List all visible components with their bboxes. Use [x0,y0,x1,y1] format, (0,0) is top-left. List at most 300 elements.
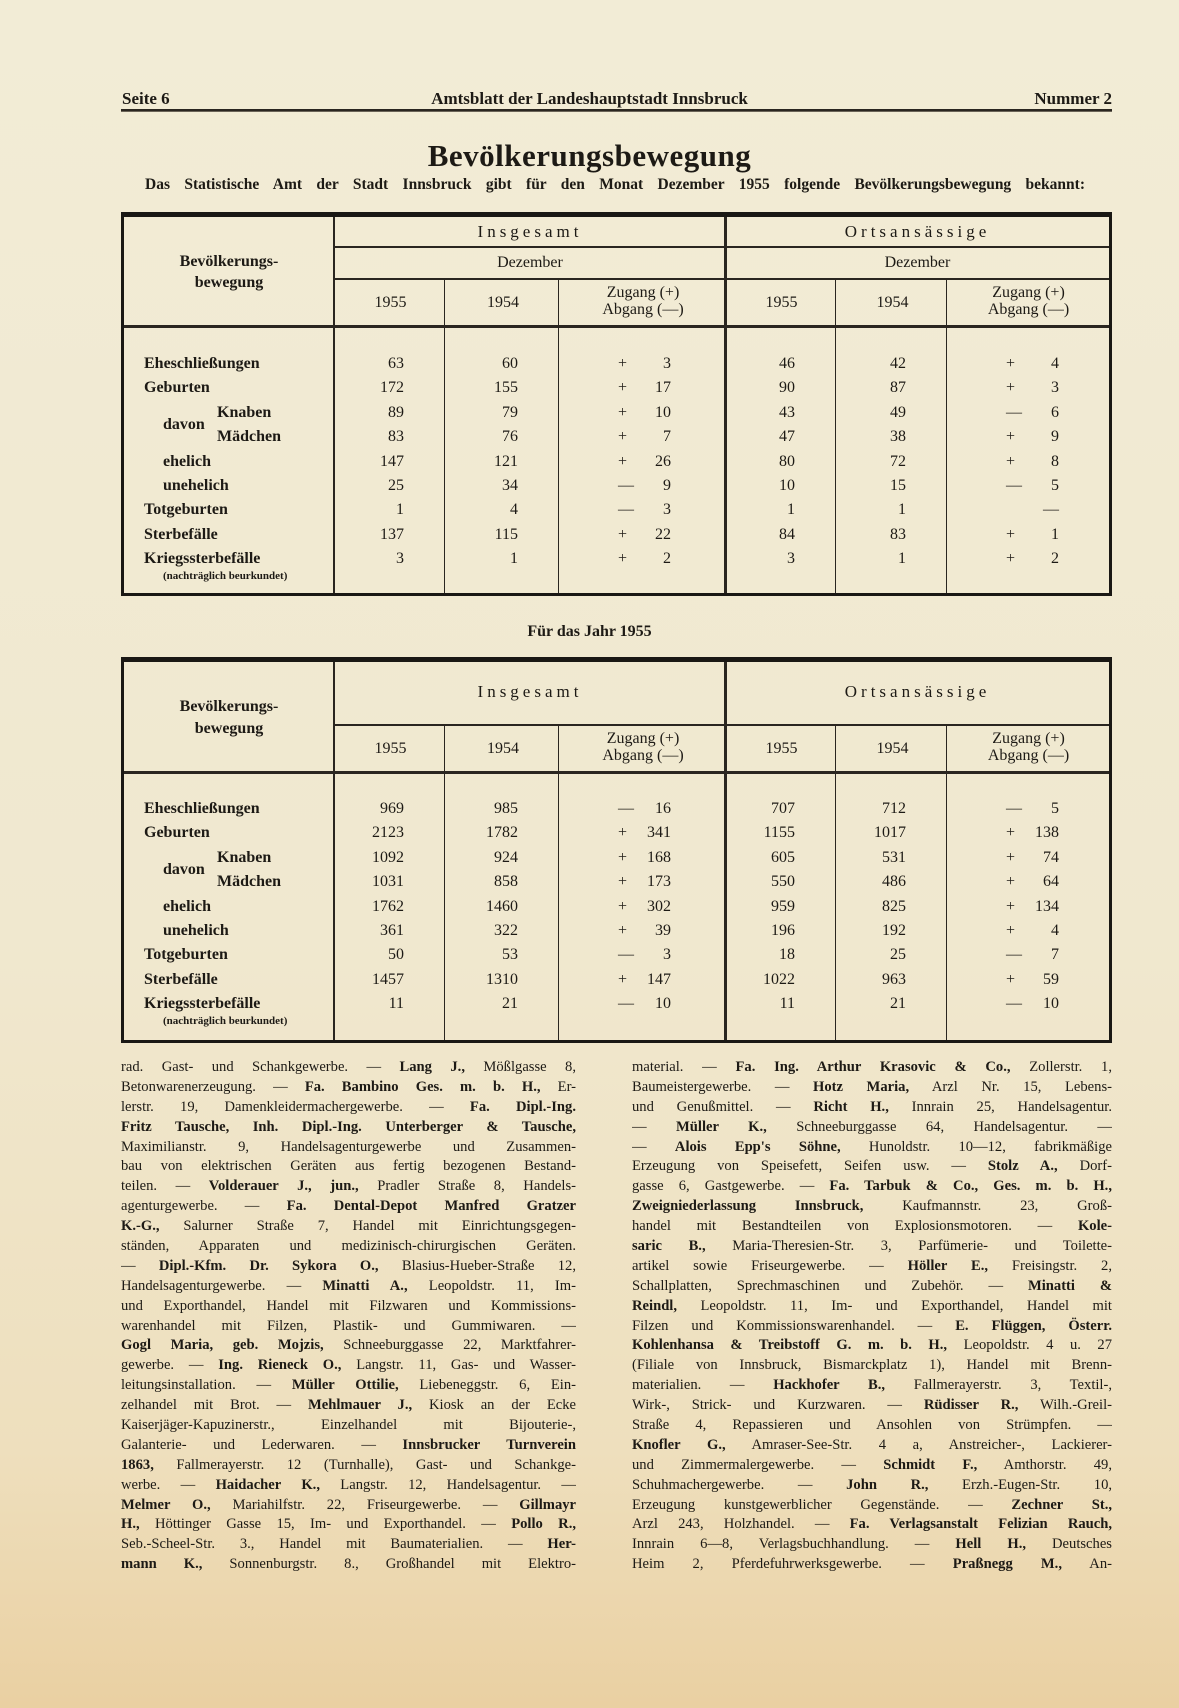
table-row [124,798,1109,820]
change-value: 7 [663,428,671,446]
text-line: Arzl 243, Holzhandel. — Fa. Verlagsanstalt Felizian Rauch, [632,1516,1112,1533]
text-line: warenhandel mit Filzen, Plastik- und Gummiwaren. — [121,1317,576,1334]
value-cell: 147 [380,452,404,470]
business-name: Innsbrucker Turnverein [402,1436,576,1453]
change-value: 3 [663,946,671,964]
value-cell: 1092 [372,848,404,866]
change-sign: + [1006,379,1016,397]
value-cell: 712 [882,800,906,817]
year-1955-header: 1955 [765,294,798,311]
value-cell: 4 [510,501,518,519]
row-header-line2: bewegung [194,274,264,291]
value-cell: 1017 [874,824,906,842]
table-row [124,822,1109,844]
change-sign: + [1006,355,1016,372]
change-value: 2 [663,550,671,568]
text-line: Knofler G., Amraser-See-Str. 4 a, Anstreicher-, Lackierer- [632,1436,1112,1453]
divider [335,246,1109,248]
header-rule [121,109,1112,112]
value-cell: 79 [502,403,518,421]
change-sign: — [618,800,634,817]
business-name: Melmer O., [121,1496,211,1513]
business-name: Zweigniederlassung Innsbruck, [632,1198,864,1215]
row-label: Totgeburten [144,501,228,519]
value-cell: 80 [779,452,795,470]
change-sign: + [1006,525,1016,543]
year-1954-header: 1954 [487,740,519,757]
change-value: 4 [1051,922,1059,939]
value-cell: 18 [779,946,795,964]
text-line: — Alois Epp's Söhne, Hunoldstr. 10—12, fabrikmäßige [632,1138,1112,1155]
row-label: Mädchen [217,428,281,446]
business-name: Mehlmauer J., [307,1397,413,1414]
change-value: 3 [1051,379,1059,397]
business-name: Stolz A., [987,1158,1058,1175]
change-header-plus: Zugang (+) [992,730,1065,747]
change-sign: + [618,403,628,421]
change-value: 302 [647,897,671,915]
text-line: Reindl, Leopoldstr. 11, Im- und Exporthandel, Handel mit [632,1297,1112,1314]
table-row [124,377,1109,399]
change-value: 147 [647,970,671,988]
change-value: 39 [655,922,671,939]
business-name: Fa. Dipl.-Ing. [469,1098,576,1115]
value-cell: 25 [890,946,906,964]
change-value: 64 [1043,873,1059,891]
group-total-header: Insgesamt [477,222,583,241]
business-name: Her- [547,1536,576,1553]
text-line: — Müller K., Schneeburggasse 64, Handelsagentur. — [632,1118,1112,1135]
intro-text: Das Statistische Amt der Stadt Innsbruck gibt für den Monat Dezember 1955 folgende Bevölkerungsbewegung bekannt: [145,176,1085,193]
business-name: Zechner St., [1011,1496,1112,1513]
text-line: Erzeugung kunstgewerblicher Gegenstände. — Zechner St., [632,1496,1112,1513]
table-row [124,944,1109,966]
text-line: Erzeugung von Speisefett, Seifen usw. — Stolz A., Dorf- [632,1158,1112,1175]
change-value: 9 [1051,428,1059,446]
business-name: Volderauer J., jun., [208,1178,359,1195]
divider [124,325,1109,328]
value-cell: 43 [779,403,795,421]
change-value: 2 [1051,550,1059,568]
row-label: Sterbefälle [144,970,218,988]
change-sign: — [618,501,634,519]
divider [335,724,1109,726]
text-line: werbe. — Haidacher K., Langstr. 12, Handelsagentur. — [121,1476,576,1493]
business-name: Minatti A., [322,1277,408,1294]
table-row [124,548,1109,583]
value-cell: 172 [380,379,404,397]
change-value: 10 [655,403,671,421]
value-cell: 550 [771,873,795,891]
text-line: Baumeistergewerbe. — Hotz Maria, Arzl Nr. 15, Lebens- [632,1078,1112,1095]
text-line: und Exporthandel, Handel mit Filzwaren und Kommissions- [121,1297,576,1314]
table-row [124,871,1109,893]
value-cell: 72 [890,452,906,470]
table-row [124,402,1109,433]
value-cell: 115 [494,525,518,543]
change-sign: — [1006,995,1022,1013]
change-value: 59 [1043,970,1059,988]
table-row [124,847,1109,878]
change-value: 9 [663,477,671,494]
value-cell: 21 [502,995,518,1013]
change-sign: + [618,525,628,543]
business-name: Fa. Dental-Depot Manfred Gratzer [286,1198,576,1215]
year-1954-header: 1954 [876,740,909,757]
value-cell: 1460 [486,897,518,915]
value-cell: 38 [890,428,906,446]
change-header-minus: Abgang (—) [602,301,684,318]
change-sign: + [1006,873,1016,891]
text-line: Filzen und Kommissionswarenhandel. — E. Flüggen, Österr. [632,1317,1112,1334]
text-line: gasse 6, Gastgewerbe. — Fa. Tarbuk & Co., Ges. m. b. H., [632,1178,1112,1195]
issue-number: Nummer 2 [1034,89,1112,108]
value-cell: 49 [890,403,906,421]
table-row [124,896,1109,918]
change-header-plus: Zugang (+) [992,284,1065,301]
row-header-line2: bewegung [194,720,264,737]
value-cell: 1310 [486,970,518,988]
business-name: E. Flüggen, Österr. [955,1317,1112,1334]
value-cell: 192 [882,922,906,939]
change-value: 5 [1051,477,1059,494]
divider [335,278,1109,280]
row-label: Geburten [144,824,210,842]
value-cell: 25 [388,477,404,494]
business-name: Gillmayr [519,1496,576,1513]
value-cell: 46 [779,355,795,372]
table-row [124,451,1109,473]
text-line [121,1118,576,1138]
text-line: ständen, Apparaten und medizinisch-chirurgischen Geräten. [121,1238,576,1255]
text-line: Seb.-Scheel-Str. 3., Handel mit Baumaterialien. — Her- [121,1536,576,1553]
text-line: Zweigniederlassung Innsbruck, Kaufmannstr. 23, Groß- [632,1198,1112,1215]
change-value: 8 [1051,452,1059,470]
row-label: Knaben [217,848,272,866]
change-sign: + [1006,922,1016,939]
business-name: Fa. Ing. Arthur Krasovic & Co., [735,1059,1011,1075]
change-sign: + [618,550,628,568]
value-cell: 1 [510,550,518,568]
text-line: und Zimmermalergewerbe. — Schmidt F., Amthorstr. 49, [632,1456,1112,1473]
text-line: Wirk-, Strick- und Kurzwaren. — Rüdisser R., Wilh.-Greil- [632,1397,1112,1414]
value-cell: 1782 [486,824,518,842]
value-cell: 10 [779,477,795,494]
business-name: Knofler G., [632,1436,726,1453]
change-sign: + [618,873,628,891]
business-name: Lang J., [399,1059,465,1075]
value-cell: 3 [396,550,404,568]
value-cell: 825 [882,897,906,915]
text-line: Handelsagenturgewerbe. — Minatti A., Leopoldstr. 11, Im- [121,1277,576,1294]
value-cell: 11 [388,995,404,1013]
business-name: Ing. Rieneck O., [218,1357,342,1374]
value-cell: 707 [771,800,795,817]
change-value: 3 [663,355,671,372]
text-line: 1863, Fallmerayerstr. 12 (Turnhalle), Gast- und Schankge- [121,1456,576,1473]
text-line: lerstr. 19, Damenkleidermachergewerbe. — Fa. Dipl.-Ing. [121,1098,576,1115]
table-row [124,353,1109,375]
value-cell: 1 [898,501,906,519]
value-cell: 60 [502,355,518,372]
change-value: 7 [1051,946,1059,964]
change-header-minus: Abgang (—) [987,301,1070,318]
change-value: 17 [655,379,671,397]
value-cell: 83 [388,428,404,446]
business-name: Hell H., [955,1536,1026,1553]
value-cell: 53 [502,946,518,964]
change-value: 168 [647,848,671,866]
row-label: Kriegssterbefälle [144,550,261,568]
row-header-line1: Bevölkerungs- [179,698,279,715]
change-value: 22 [655,525,671,543]
text-line: mann K., Sonnenburgstr. 8., Großhandel mit Elektro- [121,1556,576,1573]
row-label: Eheschließungen [144,355,260,372]
year-1954-header: 1954 [876,294,909,311]
table-row [124,920,1109,942]
change-value: 10 [1043,995,1059,1013]
value-cell: 1 [898,550,906,568]
change-value: 138 [1035,824,1059,842]
value-cell: 1022 [763,970,795,988]
change-value: 5 [1051,800,1059,817]
business-name: H., [121,1516,140,1533]
text-line: Kaiserjäger-Kapuzinerstr., Einzelhandel mit Bijouterie-, [121,1417,576,1434]
value-cell: 11 [779,995,795,1013]
text-line: K.-G., Salurner Straße 7, Handel mit Einrichtungsgegen- [121,1218,576,1235]
change-sign: + [1006,428,1016,446]
row-label: ehelich [163,897,211,915]
value-cell: 83 [890,525,906,543]
change-value: 6 [1051,403,1059,421]
text-line: gewerbe. — Ing. Rieneck O., Langstr. 11, Gas- und Wasser- [121,1357,576,1374]
change-sign: + [618,452,628,470]
change-sign: — [1006,800,1022,817]
business-name: John R., [846,1476,929,1493]
value-cell: 322 [494,922,518,939]
text-line: — Dipl.-Kfm. Dr. Sykora O., Blasius-Hueber-Straße 12, [121,1257,576,1274]
group-total-header: Insgesamt [477,682,583,701]
page-number: Seite 6 [122,89,170,108]
text-line: material. — Fa. Ing. Arthur Krasovic & Co., Zollerstr. 1, [632,1059,1112,1075]
row-label: unehelich [163,477,229,494]
change-sign: — [618,995,634,1013]
value-cell: 155 [494,379,518,397]
business-name: Müller K., [676,1118,767,1135]
change-value: 341 [647,824,671,842]
business-name: Hackhofer B., [773,1377,886,1394]
text-line: rad. Gast- und Schankgewerbe. — Lang J., Mößlgasse 8, [121,1059,576,1075]
value-cell: 531 [882,848,906,866]
change-value: 74 [1043,848,1059,866]
change-value: 1 [1051,525,1059,543]
text-line: Schallplatten, Sprechmaschinen und Zubehör. — Minatti & [632,1277,1112,1294]
month-header: Dezember [884,254,951,271]
text-line: und Genußmittel. — Richt H., Innrain 25, Handelsagentur. [632,1098,1112,1115]
business-name: Hotz Maria, [813,1078,910,1095]
change-value: 173 [647,873,671,891]
value-cell: 605 [771,848,795,866]
business-name: Haidacher K., [215,1476,320,1493]
change-sign: + [618,848,628,866]
text-line: Schuhmachergewerbe. — John R., Erzh.-Eugen-Str. 10, [632,1476,1112,1493]
year-1954-header: 1954 [487,294,519,311]
text-column-left [121,1058,576,1575]
row-note: (nachträglich beurkundet) [163,1015,288,1028]
value-cell: 1 [787,501,795,519]
text-line: leitungsinstallation. — Müller Ottilie, Liebeneggstr. 6, Ein- [121,1377,576,1394]
year-1955-header: 1955 [765,740,798,757]
change-sign: + [618,970,628,988]
change-value: 26 [655,452,671,470]
value-cell: 985 [494,800,518,817]
davon-label: davon [163,860,205,878]
row-label: Mädchen [217,873,281,891]
year-caption: Für das Jahr 1955 [527,623,652,640]
row-label: ehelich [163,452,211,470]
text-line: agenturgewerbe. — Fa. Dental-Depot Manfred Gratzer [121,1198,576,1215]
business-name: Fa. Tarbuk & Co., Ges. m. b. H., [829,1178,1112,1195]
table-row [124,524,1109,546]
value-cell: 42 [890,355,906,372]
business-name: mann K., [121,1556,203,1573]
text-line: Betonwarenerzeugung. — Fa. Bambino Ges. m. b. H., Er- [121,1078,576,1095]
change-header-plus: Zugang (+) [606,730,680,747]
value-cell: 1155 [763,824,795,842]
change-sign: + [1006,824,1016,842]
table-row [124,969,1109,991]
business-name: Minatti & [1027,1277,1112,1294]
business-name: Fritz Tausche, Inh. Dipl.-Ing. Unterberger & Tausche, [121,1118,576,1135]
change-sign: + [618,379,628,397]
value-cell: 90 [779,379,795,397]
value-cell: 15 [890,477,906,494]
value-cell: 858 [494,873,518,891]
change-value: 4 [1051,355,1059,372]
table-december [121,212,1112,596]
business-name: Höller E., [907,1257,988,1274]
text-line: Galanterie- und Lederwaren. — Innsbrucker Turnverein [121,1436,576,1453]
text-line: Melmer O., Mariahilfstr. 22, Friseurgewerbe. — Gillmayr [121,1496,576,1513]
divider [124,771,1109,774]
text-line: saric B., Maria-Theresien-Str. 3, Parfümerie- und Toilette- [632,1238,1112,1255]
business-name: Reindl, [632,1297,678,1314]
value-cell: 21 [890,995,906,1013]
text-line: artikel sowie Friseurgewerbe. — Höller E., Freisingstr. 2, [632,1257,1112,1274]
row-label: unehelich [163,922,229,939]
table-row [124,499,1109,521]
value-cell: 1 [396,501,404,519]
value-cell: 486 [882,873,906,891]
value-cell: 959 [771,897,795,915]
value-cell: 89 [388,403,404,421]
change-value: 16 [655,800,671,817]
change-value: — [1043,501,1059,519]
text-line: zelhandel mit Brot. — Mehlmauer J., Kiosk an der Ecke [121,1397,576,1414]
business-name: Rüdisser R., [923,1397,1019,1414]
change-sign: + [1006,550,1016,568]
change-sign: — [1006,477,1022,494]
table-row [124,993,1109,1028]
row-note: (nachträglich beurkundet) [163,570,288,583]
row-header-line1: Bevölkerungs- [179,253,279,270]
change-sign: — [1006,403,1022,421]
value-cell: 969 [380,800,404,817]
text-line: Straße 4, Repassieren und Ansohlen von Strümpfen. — [632,1417,1112,1434]
value-cell: 50 [388,946,404,964]
value-cell: 1457 [372,970,404,988]
change-sign: + [618,897,628,915]
value-cell: 76 [502,428,518,446]
text-line: Kohlenhansa & Treibstoff G. m. b. H., Leopoldstr. 4 u. 27 [632,1337,1112,1354]
value-cell: 1762 [372,897,404,915]
business-name: Richt H., [813,1098,889,1115]
text-line: (Filiale von Innsbruck, Bismarckplatz 1), Handel mit Brenn- [632,1357,1112,1374]
text-line: Maximilianstr. 9, Handelsagenturgewerbe und Zusammen- [121,1138,576,1155]
value-cell: 361 [380,922,404,939]
change-sign: — [618,946,634,964]
change-sign: + [1006,452,1016,470]
change-sign: + [618,824,628,842]
change-header-minus: Abgang (—) [987,747,1070,764]
change-header-minus: Abgang (—) [602,747,684,764]
value-cell: 963 [882,970,906,988]
group-resident-header: Ortsansässige [844,222,991,241]
business-name: saric B., [632,1238,706,1255]
text-line: handel mit Bestandteilen von Explosionsmotoren. — Kole- [632,1218,1112,1235]
change-sign: + [618,355,628,372]
year-1955-header: 1955 [374,740,407,757]
value-cell: 47 [779,428,795,446]
value-cell: 924 [494,848,518,866]
text-line: Gogl Maria, geb. Mojzis, Schneeburggasse 22, Marktfahrer- [121,1337,576,1354]
group-resident-header: Ortsansässige [844,682,991,701]
row-label: Eheschließungen [144,800,260,817]
change-sign: + [1006,970,1016,988]
text-line: Innrain 6—8, Verlagsbuchhandlung. — Hell H., Deutsches [632,1536,1112,1553]
row-label: Kriegssterbefälle [144,995,261,1013]
change-value: 3 [663,501,671,519]
change-sign: + [1006,848,1016,866]
change-value: 134 [1035,897,1059,915]
text-line: Heim 2, Pferdefuhrwerksgewerbe. — Praßnegg M., An- [632,1556,1112,1573]
change-sign: + [618,428,628,446]
business-name: Schmidt F., [883,1456,978,1473]
business-name: 1863, [121,1456,154,1473]
value-cell: 121 [494,452,518,470]
business-name: Alois Epp's Söhne, [674,1138,841,1155]
publication-title: Amtsblatt der Landeshauptstadt Innsbruck [431,89,748,108]
page-title: Bevölkerungsbewegung [427,138,752,173]
business-name: Müller Ottilie, [291,1377,399,1394]
change-sign: — [618,477,634,494]
text-line: H., Höttinger Gasse 15, Im- und Exporthandel. — Pollo R., [121,1516,576,1533]
value-cell: 87 [890,379,906,397]
business-name: Pollo R., [511,1516,576,1533]
change-sign: + [1006,897,1016,915]
business-name: Kole- [1077,1218,1112,1235]
text-line: bau von elektrischen Geräten aus fertig bezogenen Bestand- [121,1158,576,1175]
row-label: Sterbefälle [144,525,218,543]
table-row [124,475,1109,497]
row-label: Geburten [144,379,210,397]
table-row [124,426,1109,448]
business-name: Gogl Maria, geb. Mojzis, [121,1337,324,1354]
value-cell: 84 [779,525,795,543]
year-1955-header: 1955 [374,294,407,311]
month-header: Dezember [497,254,563,271]
business-name: Praßnegg M., [952,1556,1062,1573]
